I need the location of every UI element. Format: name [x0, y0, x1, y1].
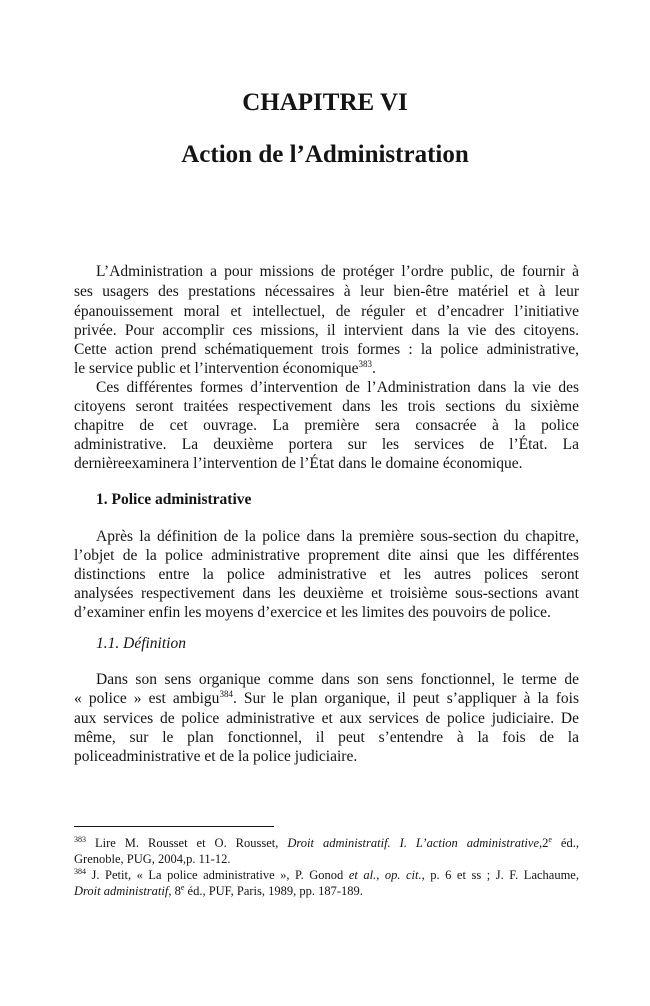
paragraph-line: même, sur le plan fonctionnel, il peut s’entendre à la fois de la — [74, 729, 579, 746]
footnote-383 — [74, 836, 579, 851]
text-run: p. 6 et ss ; J. F. Lachaume, — [424, 868, 579, 882]
text-run: e — [548, 834, 552, 844]
paragraph-line: distinctions entre la police administrative et les autres polices seront — [74, 566, 579, 583]
paragraph-line: Ces différentes formes d’intervention de l’Administration dans la vie des — [96, 379, 579, 396]
text-run: éd., — [551, 836, 579, 850]
paragraph-line: d’examiner enfin les moyens d’exercice et les limites des pouvoirs de police. — [74, 604, 551, 621]
paragraph-line: Après la définition de la police dans la première sous-section du chapitre, — [96, 528, 579, 545]
text-run: e — [180, 882, 185, 892]
text-run: Droit administratif — [74, 884, 169, 898]
paragraph-line: Cette action prend schématiquement trois formes : la police administrative, — [74, 341, 579, 358]
subsection-heading: 1.1. Définition — [96, 635, 186, 652]
text-run: . Sur le plan organique, il peut s’appliquer à la fois — [232, 690, 579, 707]
text-run: 2 — [542, 836, 549, 850]
footnote-383-line2: Grenoble, PUG, 2004,p. 11-12. — [74, 852, 231, 866]
text-run: « police » est ambigu — [74, 690, 220, 707]
paragraph-line: ses usagers des prestations nécessaires à leur bien-être matériel et à leur — [74, 283, 579, 300]
footnote-ref-383: 383 — [358, 358, 372, 369]
footnote-ref-384: 384 — [219, 688, 233, 699]
text-run: éd., PUF, Paris, 1989, pp. 187-189. — [184, 884, 363, 898]
footnote-separator — [74, 826, 274, 827]
paragraph-line: analysées respectivement dans les deuxième et troisième sous-sections avant — [74, 585, 579, 602]
paragraph-line: épanouissement moral et intellectuel, de réguler et d’encadrer l’initiative — [74, 303, 579, 320]
paragraph-line: chapitre de cet ouvrage. La première sera consacrée à la police — [74, 417, 579, 434]
footnote-number: 384 — [74, 866, 86, 876]
paragraph-line: citoyens seront traitées respectivement dans les trois sections du sixième — [74, 398, 579, 415]
text-run: . — [372, 360, 376, 377]
section-heading: 1. Police administrative — [96, 491, 252, 508]
footnote-384-line2 — [74, 884, 579, 899]
paragraph-line: privée. Pour accomplir ces missions, il intervient dans la vie des citoyens. — [74, 322, 579, 339]
chapter-title: Action de l’Administration — [181, 141, 469, 168]
paragraph-line: policeadministrative et de la police judiciaire. — [74, 748, 358, 765]
text-run: et al., op. cit., — [348, 868, 425, 882]
paragraph-line: Dans son sens organique comme dans son sens fonctionnel, le terme de — [96, 671, 579, 688]
text-run: le service public et l’intervention économique — [74, 360, 359, 377]
paragraph-line: aux services de police administrative et aux services de police judiciaire. De — [74, 710, 579, 727]
text-run: J. Petit, « La police administrative », P. Gonod — [86, 868, 349, 882]
chapter-label: CHAPITRE VI — [242, 89, 408, 116]
text-run: Lire M. Rousset et O. Rousset, — [86, 836, 288, 850]
paragraph-line — [74, 690, 579, 708]
paragraph-line: l’objet de la police administrative proprement dite ainsi que les différentes — [74, 547, 579, 564]
footnote-number: 383 — [74, 834, 86, 844]
text-run: , 8 — [168, 884, 181, 898]
paragraph-line: dernièreexaminera l’intervention de l’État dans le domaine économique. — [74, 455, 523, 472]
footnote-384 — [74, 868, 579, 883]
text-run: Droit administratif. I. L’action administrative, — [287, 836, 543, 850]
paragraph-line: L’Administration a pour missions de protéger l’ordre public, de fournir à — [96, 263, 579, 280]
paragraph-line — [74, 360, 579, 378]
paragraph-line: administrative. La deuxième portera sur les services de l’État. La — [74, 436, 579, 453]
